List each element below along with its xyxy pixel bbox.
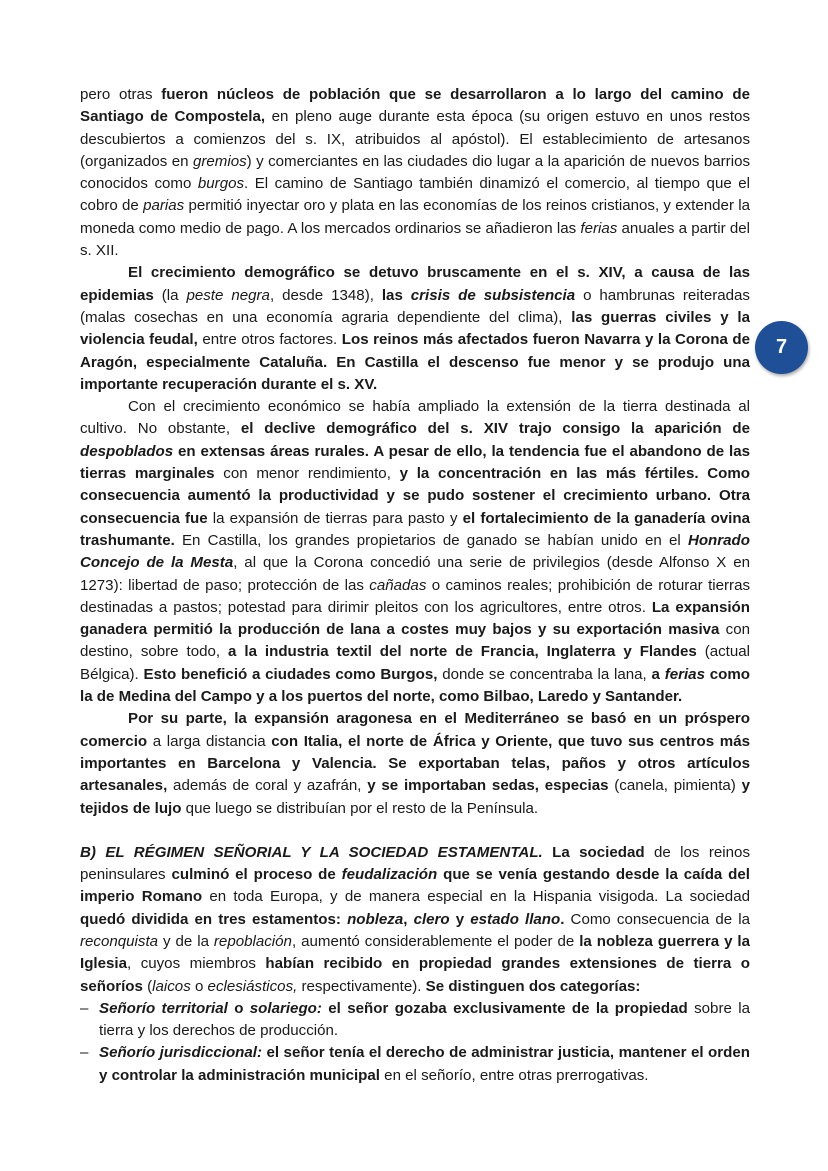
text-run: Honrado Concejo de la Mesta <box>80 531 750 572</box>
text-run: B) EL RÉGIMEN SEÑORIAL Y LA SOCIEDAD ESTAMENTAL. <box>80 843 543 861</box>
text-run: estado llano <box>470 910 561 928</box>
text-run: o hambrunas reiteradas (malas cosechas en una economía agraria dependiente del clima), <box>80 286 750 326</box>
text-run: en pleno auge durante esta época (su origen estuvo en unos restos descubiertos a comienzos del s. IX, atribuidos al apóstol). El establecimiento de artesanos (organizados en <box>80 108 750 170</box>
text-run: . <box>560 910 565 928</box>
text-run: (canela, pimienta) <box>608 777 742 795</box>
text-run: el declive demográfico del s. XIV trajo consigo la aparición de <box>240 420 751 438</box>
text-run: . El camino de Santiago también dinamizó el comercio, al tiempo que el cobro de <box>80 175 750 215</box>
text-run: gremios <box>192 152 247 170</box>
text-run: sobre la tierra y los derechos de producción. <box>99 999 750 1040</box>
page-number-badge <box>755 321 808 374</box>
text-run: Con el crecimiento económico se había ampliado la extensión de la tierra destinada al cultivo. No obstante, <box>80 398 750 438</box>
text-run: Por su parte, la expansión aragonesa en el Mediterráneo se basó en un próspero comercio <box>80 710 750 750</box>
text-run: pero otras <box>80 86 162 103</box>
text-run: La sociedad <box>552 843 645 861</box>
list-item-1 <box>80 998 750 1043</box>
text-run: que se venía gestando desde la caída del imperio Romano <box>80 866 750 906</box>
text-run: repoblación <box>213 932 292 950</box>
section-b-paragraph <box>80 842 750 998</box>
text-run: (actual Bélgica). <box>80 643 751 683</box>
text-run: la expansión de tierras para pasto y <box>207 509 463 527</box>
text-run: clero <box>413 910 450 928</box>
text-run: con destino, sobre todo, <box>80 621 750 661</box>
text-run: y de la <box>158 932 214 950</box>
text-run: anuales a partir del s. XII. <box>80 219 750 260</box>
text-run: cañadas <box>369 576 427 594</box>
text-run: eclesiásticos, <box>207 977 298 995</box>
text-run: , al que la Corona concedió una serie de privilegios (desde Alfonso X en 1273): libertad de paso; protección de las <box>80 554 750 594</box>
page-number: 7 <box>775 336 788 358</box>
text-run: o <box>227 999 250 1017</box>
paragraph-1 <box>80 84 750 262</box>
text-run: Señorío territorial <box>99 999 228 1017</box>
text-run: quedó dividida en tres estamentos: <box>80 910 348 928</box>
text-run: , <box>403 910 414 928</box>
document-body <box>80 84 750 1087</box>
text-run: y <box>449 910 471 928</box>
text-run: feudalización <box>341 866 438 884</box>
text-run: nobleza <box>347 910 404 928</box>
text-run: la nobleza guerrera y la Iglesia <box>80 932 750 973</box>
text-run: que luego se distribuían por el resto de la Península. <box>181 799 539 817</box>
text-run: además de coral y azafrán, <box>167 777 368 795</box>
text-run: En Castilla, los grandes propietarios de ganado se habían unido en el <box>174 531 688 549</box>
text-run: ferias <box>664 665 705 683</box>
text-run: en el señorío, entre otras prerrogativas. <box>379 1066 649 1084</box>
text-run: el señor gozaba exclusivamente de la propiedad <box>321 999 688 1017</box>
paragraph-4 <box>80 708 750 819</box>
text-run: las <box>381 286 411 304</box>
dash-bullet: – <box>80 999 89 1017</box>
text-run: El crecimiento demográfico se detuvo bruscamente en el s. XIV, a causa de las epidemias <box>80 264 750 304</box>
text-run: en toda Europa, y de manera especial en la Hispania visigoda. La sociedad <box>202 888 750 906</box>
text-run: Se distinguen dos categorías: <box>425 977 641 995</box>
text-run: el fortalecimiento de la ganadería ovina trashumante. <box>80 509 750 549</box>
text-run: donde se concentraba la lana, <box>437 665 652 683</box>
text-run: parias <box>143 197 185 215</box>
text-run: Esto benefició a ciudades como Burgos, <box>143 665 438 683</box>
paragraph-3 <box>80 396 750 708</box>
text-run: como la de Medina del Campo y a los puertos del norte, como Bilbao, Laredo y Santander. <box>80 665 750 706</box>
text-run: crisis de subsistencia <box>410 286 576 304</box>
text-run: peste negra <box>186 286 270 304</box>
text-run: laicos <box>152 977 191 995</box>
text-run: reconquista <box>80 932 159 950</box>
text-run: a la industria textil del norte de Francia, Inglaterra y Flandes <box>228 643 697 661</box>
text-run: , desde 1348), <box>269 286 382 304</box>
dash-bullet: – <box>80 1044 89 1062</box>
text-run: con Italia, el norte de África y Oriente, que tuvo sus centros más importantes en Barcelona y Valencia. Se exportaban telas, paños y otros artículos artesanales, <box>80 732 750 795</box>
text-run: (la <box>153 286 187 304</box>
text-run: Como consecuencia de la <box>564 910 750 928</box>
text-run: o caminos reales; prohibición de roturar tierras destinadas a pastos; potestad para dirimir pleitos con los agricultores, entre otros. <box>80 576 751 616</box>
text-run: permitió inyectar oro y plata en las economías de los reinos cristianos, y extender la moneda como medio de pago. A los mercados ordinarios se añadieron las <box>80 197 750 237</box>
text-run: solariego: <box>249 999 322 1017</box>
paragraph-2 <box>80 262 750 396</box>
text-run: entre otros factores. <box>197 331 342 349</box>
text-run: y se importaban sedas, especias <box>367 777 609 795</box>
section-spacer <box>80 820 750 842</box>
text-run: a larga distancia <box>147 732 272 750</box>
text-run: y tejidos de lujo <box>80 777 750 817</box>
text-run: burgos <box>197 175 245 193</box>
text-run: de los reinos peninsulares <box>80 843 750 884</box>
text-run: y la concentración en las más fértiles. Como consecuencia aumentó la productividad y se pudo sostener el crecimiento urbano. Otra consecuencia fue <box>80 465 751 527</box>
text-run: , cuyos miembros <box>126 955 266 973</box>
text-run: habían recibido en propiedad grandes extensiones de tierra o señoríos <box>80 955 750 995</box>
text-run: ) y comerciantes en las ciudades dio lugar a la aparición de nuevos barrios conocidos como <box>80 152 751 193</box>
text-run: culminó el proceso de <box>171 866 342 884</box>
text-run: en extensas áreas rurales. A pesar de ello, la tendencia fue el abandono de las tierras marginales <box>80 442 750 483</box>
text-run: o <box>190 977 208 995</box>
text-run: las guerras civiles y la violencia feudal, <box>80 308 750 349</box>
text-run: ( <box>142 977 153 995</box>
text-run: con menor rendimiento, <box>214 465 400 483</box>
text-run: despoblados <box>80 442 174 460</box>
text-run: a <box>651 665 665 683</box>
text-run: respectivamente). <box>297 977 426 995</box>
text-run: Los reinos más afectados fueron Navarra y la Corona de Aragón, especialmente Cataluña. En Castilla el descenso fue menor y se produjo una importante recuperación durante el s. XV. <box>80 331 750 393</box>
text-run <box>543 844 552 861</box>
list-item-2 <box>80 1042 750 1087</box>
text-run: , aumentó considerablemente el poder de <box>291 932 580 950</box>
text-run: el señor tenía el derecho de administrar justicia, mantener el orden y controlar la administración municipal <box>99 1044 750 1084</box>
text-run: ferias <box>580 219 618 237</box>
text-run: fueron núcleos de población que se desarrollaron a lo largo del camino de Santiago de Compostela, <box>80 86 750 126</box>
text-run: Señorío jurisdiccional: <box>99 1044 262 1062</box>
text-run: La expansión ganadera permitió la producción de lana a costes muy bajos y su exportación masiva <box>80 598 750 639</box>
